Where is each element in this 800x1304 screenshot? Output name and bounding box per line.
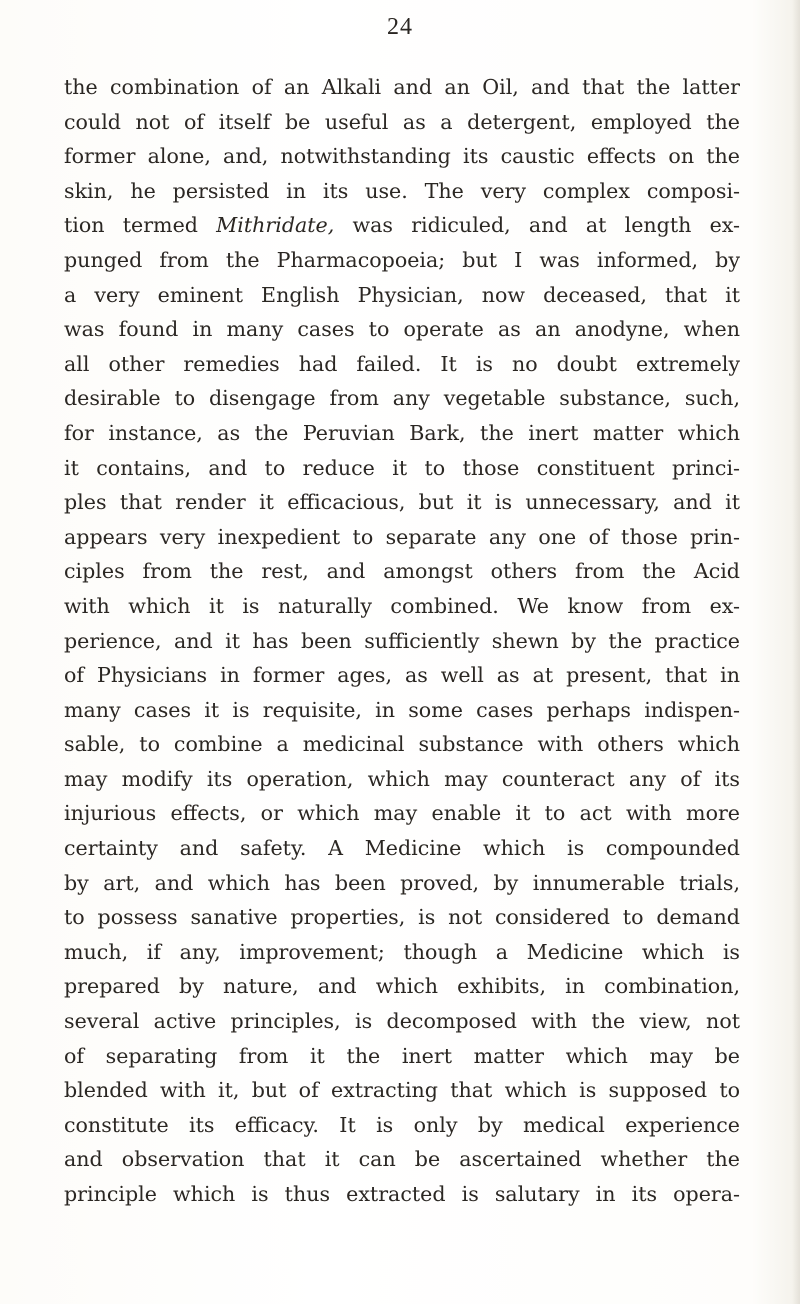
text-line: was found in many cases to operate as an anodyne, when xyxy=(64,317,740,342)
text-line: certainty and safety. A Medicine which is compounded xyxy=(64,836,740,861)
page-edge-shadow xyxy=(792,0,800,1304)
text-line: much, if any, improvement; though a Medicine which is xyxy=(64,939,740,964)
text-line: may modify its operation, which may counteract any of its xyxy=(64,766,740,791)
text-line: a very eminent English Physician, now deceased, that it xyxy=(64,282,740,307)
text-line: could not of itself be useful as a detergent, employed the xyxy=(64,109,740,134)
text-line: and observation that it can be ascertained whether the xyxy=(64,1147,740,1172)
body-paragraph xyxy=(64,70,740,1212)
text-line: perience, and it has been sufficiently shewn by the practice xyxy=(64,628,740,653)
text-line: of separating from it the inert matter which may be xyxy=(64,1043,740,1068)
text-line: principle which is thus extracted is salutary in its opera- xyxy=(64,1182,740,1206)
text-line: for instance, as the Peruvian Bark, the inert matter which xyxy=(64,420,740,445)
text-line: of Physicians in former ages, as well as at present, that in xyxy=(64,663,740,688)
text-line: ples that render it efficacious, but it is unnecessary, and it xyxy=(64,490,740,515)
text-line: many cases it is requisite, in some cases perhaps indispen- xyxy=(64,697,740,722)
text-line: ciples from the rest, and amongst others from the Acid xyxy=(64,559,740,584)
text-line: by art, and which has been proved, by innumerable trials, xyxy=(64,870,740,895)
text-line: appears very inexpedient to separate any one of those prin- xyxy=(64,524,740,549)
text-line: blended with it, but of extracting that which is supposed to xyxy=(64,1078,740,1103)
text-line xyxy=(64,208,740,243)
text-line: with which it is naturally combined. We know from ex- xyxy=(64,593,740,618)
text-line: former alone, and, notwithstanding its caustic effects on the xyxy=(64,144,740,169)
text-segment: was ridiculed, and at length ex- xyxy=(334,213,741,238)
text-segment: tion termed xyxy=(64,213,217,238)
page-number: 24 xyxy=(387,14,413,40)
text-line: injurious effects, or which may enable it to act with more xyxy=(64,801,740,826)
text-line: skin, he persisted in its use. The very complex composi- xyxy=(64,178,740,203)
italic-term: Mithridate, xyxy=(216,213,335,238)
text-line: all other remedies had failed. It is no doubt extremely xyxy=(64,351,740,376)
text-line: several active principles, is decomposed with the view, not xyxy=(64,1009,740,1034)
text-line: constitute its efficacy. It is only by medical experience xyxy=(64,1112,740,1137)
text-line: it contains, and to reduce it to those constituent princi- xyxy=(64,455,740,480)
text-line: to possess sanative properties, is not considered to demand xyxy=(64,905,740,930)
text-line: punged from the Pharmacopoeia; but I was informed, by xyxy=(64,247,740,272)
text-line: desirable to disengage from any vegetable substance, such, xyxy=(64,386,740,411)
text-line: sable, to combine a medicinal substance with others which xyxy=(64,732,740,757)
text-line: prepared by nature, and which exhibits, in combination, xyxy=(64,974,740,999)
text-line: the combination of an Alkali and an Oil, and that the latter xyxy=(64,75,740,99)
